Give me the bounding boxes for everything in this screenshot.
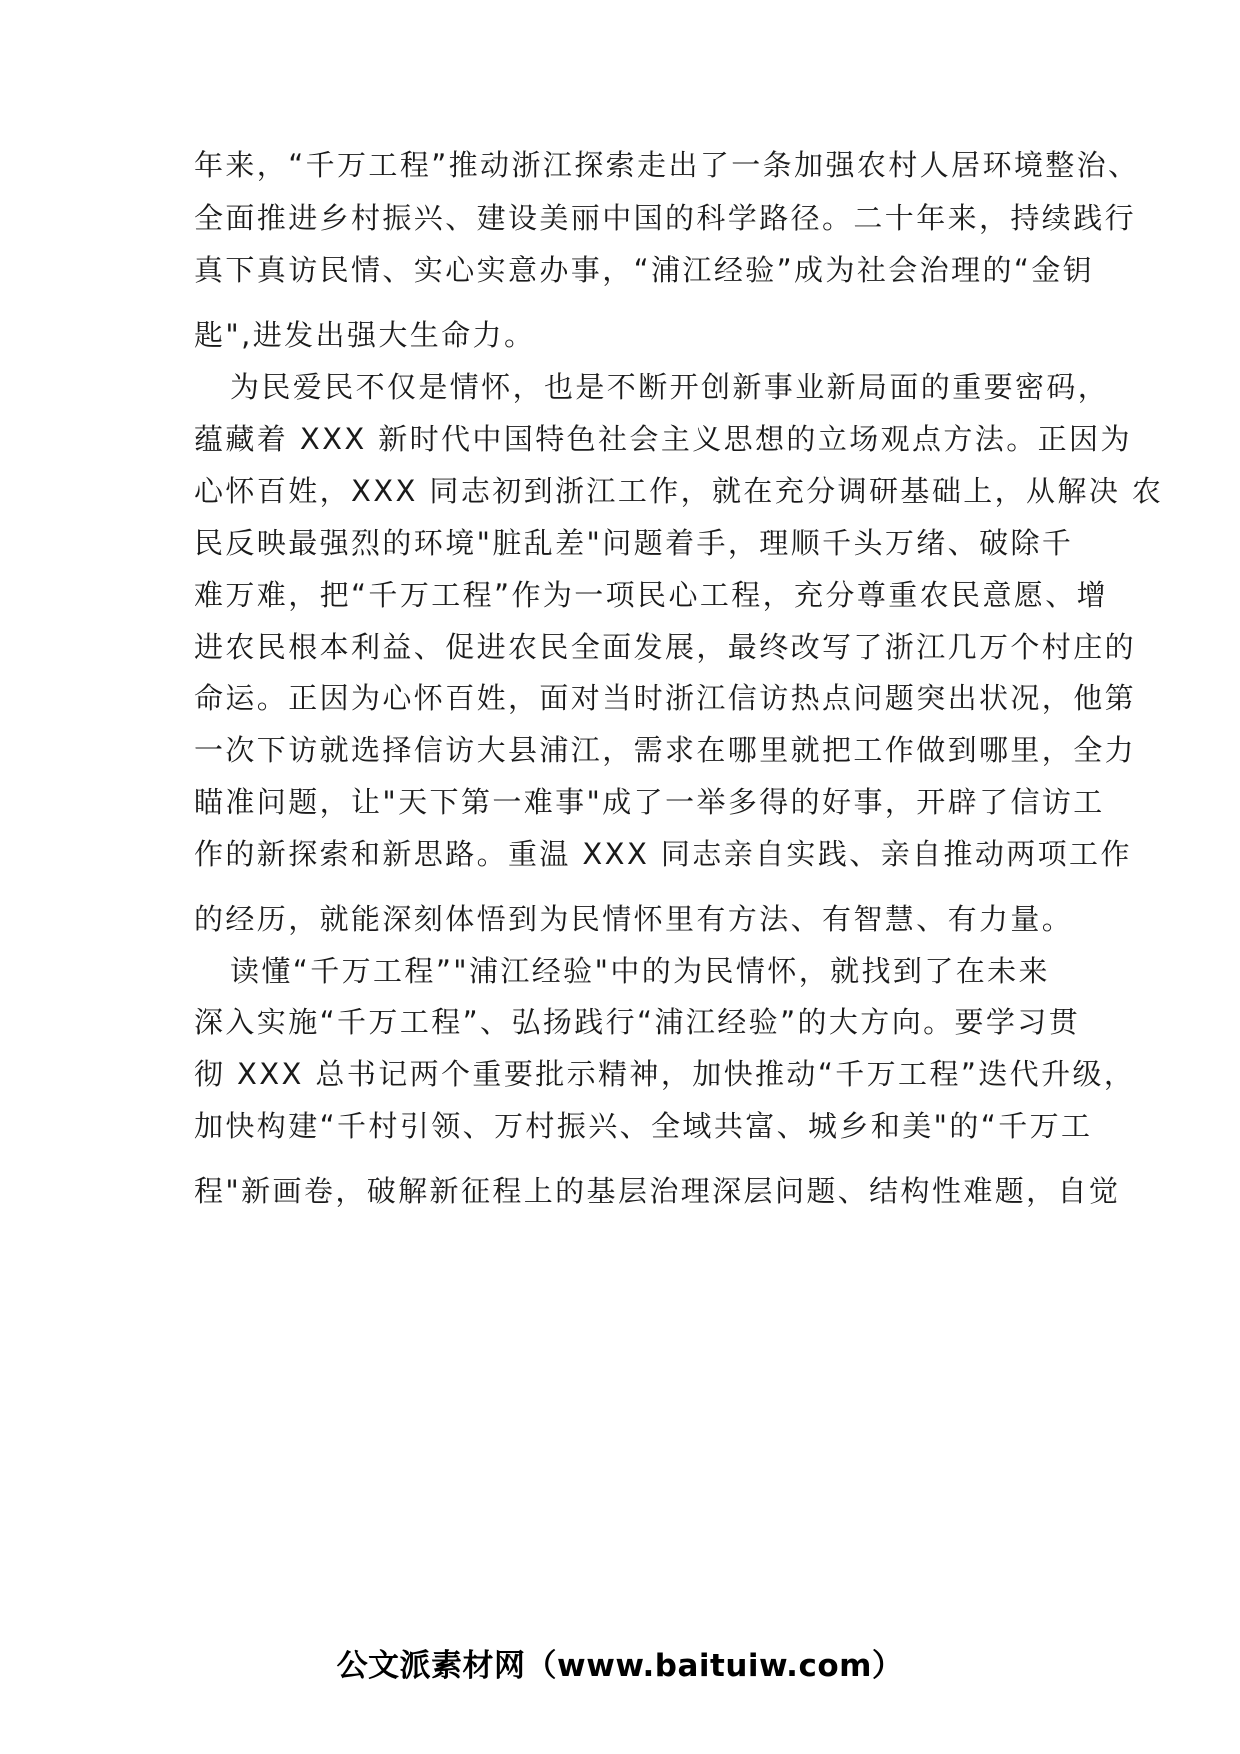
text-line-1: 年来，“千万工程”推动浙江探索走出了一条加强农村人居环境整治、 [194,148,1140,182]
text-line-18: 彻 XXX 总书记两个重要批示精神，加快推动“千万工程”迭代升级， [194,1057,1136,1091]
text-line-12: 一次下访就选择信访大县浦江，需求在哪里就把工作做到哪里，全力 [194,733,1137,767]
text-line-17: 深入实施“千万工程”、弘扬践行“浦江经验”的大方向。要学习贯 [194,1005,1081,1039]
paragraph-3-first-line: 读懂“千万工程”"浦江经验"中的为民情怀，就找到了在未来 [230,954,1050,988]
text-line-7: 心怀百姓，XXX 同志初到浙江工作，就在充分调研基础上，从解决 农 [194,474,1164,508]
text-line-4: 匙",进发出强大生命力。 [194,318,536,352]
text-line-3: 真下真访民情、实心实意办事，“浦江经验”成为社会治理的“金钥 [194,253,1095,287]
text-line-9: 难万难，把“千万工程”作为一项民心工程，充分尊重农民意愿、增 [194,578,1109,612]
text-line-6: 蕴藏着 XXX 新时代中国特色社会主义思想的立场观点方法。正因为 [194,422,1132,456]
text-line-10: 进农民根本利益、促进农民全面发展，最终改写了浙江几万个村庄的 [194,630,1137,664]
text-line-14: 作的新探索和新思路。重温 XXX 同志亲自实践、亲自推动两项工作 [194,837,1132,871]
text-line-11: 命运。正因为心怀百姓，面对当时浙江信访热点问题突出状况，他第 [194,681,1137,715]
text-line-15: 的经历，就能深刻体悟到为民情怀里有方法、有智慧、有力量。 [194,902,1074,936]
text-line-8: 民反映最强烈的环境"脏乱差"问题着手，理顺千头万绪、破除千 [194,526,1074,560]
text-line-2: 全面推进乡村振兴、建设美丽中国的科学路径。二十年来，持续践行 [194,201,1137,235]
text-line-13: 瞄准问题，让"天下第一难事"成了一举多得的好事，开辟了信访工 [194,785,1105,819]
text-line-20: 程"新画卷，破解新征程上的基层治理深层问题、结构性难题，自觉 [194,1174,1121,1208]
watermark-footer: 公文派素材网（www.baituiw.com） [336,1648,904,1684]
text-line-19: 加快构建“千村引领、万村振兴、全域共富、城乡和美"的“千万工 [194,1109,1093,1143]
paragraph-2-first-line: 为民爱民不仅是情怀，也是不断开创新事业新局面的重要密码， [230,370,1110,404]
